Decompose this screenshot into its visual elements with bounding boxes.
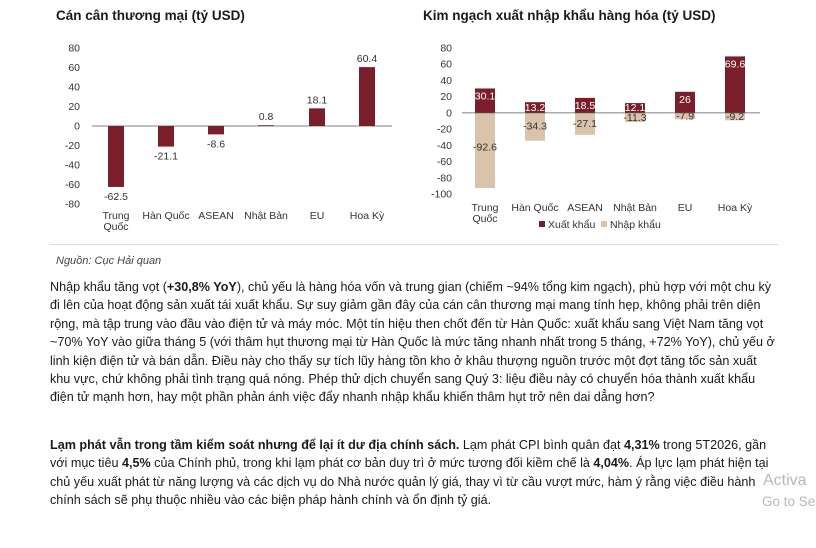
c2-data-label-export: 30.1 xyxy=(474,90,496,103)
c2-category-label: Quốc xyxy=(472,213,498,225)
c2-data-label-export: 12.1 xyxy=(624,101,646,114)
chart-title-trade-balance: Cán cân thương mại (tỷ USD) xyxy=(56,8,245,23)
c1-ytick-label: 80 xyxy=(68,42,80,55)
c2-ytick-label: 80 xyxy=(440,42,452,55)
p2-core-value: 4,04% xyxy=(593,456,630,471)
p2-text-b: Lạm phát CPI bình quân đạt xyxy=(459,438,624,452)
c2-legend-swatch-import xyxy=(601,221,607,227)
paragraph-inflation xyxy=(50,436,780,510)
c1-category-label: Hàn Quốc xyxy=(142,210,190,222)
c2-category-label: Hoa Kỳ xyxy=(717,202,753,214)
c1-bar xyxy=(258,125,274,126)
c1-bar xyxy=(359,67,375,126)
paragraph-imports xyxy=(50,278,780,407)
c1-category-label: Quốc xyxy=(103,221,129,233)
c1-ytick-label: -80 xyxy=(64,198,80,211)
c2-data-label-import: -27.1 xyxy=(573,117,597,130)
c1-bar xyxy=(208,126,224,134)
c2-ytick-label: -40 xyxy=(436,139,452,152)
c2-category-label: Nhật Bản xyxy=(613,202,657,214)
p2-heading: Lạm phát vẫn trong tầm kiểm soát nhưng để lại ít dư địa chính sách. xyxy=(50,438,460,452)
c1-ytick-label: 0 xyxy=(74,120,80,133)
c2-category-label: EU xyxy=(677,202,693,214)
p1-text-c: ), chủ yếu là hàng hóa vốn và trung gian (chiếm ~94% tổng kim ngạch), phù hợp với một chu kỳ đi lên của hoạt động sản xuất tái xuất khẩu. Sự suy giảm gần đây của cán cân thương mại mang tính hẹp, không phải trên diện rộng, mà tập trung vào đầu vào điện tử và máy móc. Một tín hiệu then chốt đến từ Hàn Quốc: xuất khẩu sang Việt Nam tăng vọt ~70% YoY vào giữa tháng 5 (với thâm hụt thương mại từ Hàn Quốc là mức tăng nhanh nhất trong 5 tháng, +72% YoY), chủ yếu ở linh kiện điện tử và bán dẫn. Điều này cho thấy sự tích lũy hàng tồn kho ở khâu thượng nguồn trước một đợt tăng tốc sản xuất khu vực, chứ không phải tình trạng quá nóng. Phép thử dịch chuyển sang Quý 3: liệu điều này có chuyển hóa thành xuất khẩu điện tử mạnh hơn, hay một phần phản ánh việc đẩy nhanh nhập khẩu khiến thâm hụt trở nên dai dẳng hơn? xyxy=(50,280,775,405)
c2-data-label-export: 69.6 xyxy=(724,58,746,71)
c2-ytick-label: -80 xyxy=(436,172,452,185)
p2-cpi-value: 4,31% xyxy=(623,438,660,452)
p2-text-h: . Áp lực lạm phát hiện tại chủ yếu xuất phát từ năng lượng và các dịch vụ do Nhà nước quản lý giá, thay vì từ cầu vượt mức, hàm ý rằng việc điều hành chính sách sẽ phụ thuộc nhiều vào các biện pháp hành chính và ổn định tỷ giá. xyxy=(50,456,769,508)
c2-ytick-label: 40 xyxy=(440,74,452,87)
c2-ytick-label: -20 xyxy=(436,123,452,136)
c2-data-label-export: 26 xyxy=(679,93,691,106)
c1-bar xyxy=(158,126,174,147)
c1-bar xyxy=(309,108,325,126)
c1-category-label: Hoa Kỳ xyxy=(349,210,385,222)
c1-ytick-label: 20 xyxy=(68,101,80,113)
c1-data-label: 18.1 xyxy=(306,94,328,107)
c2-ytick-label: -100 xyxy=(430,188,452,201)
c2-data-label-import: -7.9 xyxy=(675,110,695,123)
c1-ytick-label: -60 xyxy=(64,179,80,191)
p2-text-d: trong 5T2026, gần với mục tiêu xyxy=(50,438,767,471)
c1-category-label: EU xyxy=(309,210,325,222)
p1-highlight-yoy: +30,8% YoY xyxy=(166,280,237,294)
p2-text-f: của Chính phủ, trong khi lạm phát cơ bản duy trì ở mức tương đối kiềm chế là xyxy=(150,456,594,471)
activation-watermark-line2: Go to Se xyxy=(762,494,816,509)
c1-data-label: 0.8 xyxy=(258,111,274,124)
c2-category-label: Hàn Quốc xyxy=(511,202,559,214)
c2-data-label-import: -92.6 xyxy=(473,141,497,154)
chart-title-import-export: Kim ngạch xuất nhập khẩu hàng hóa (tỷ USD) xyxy=(423,8,716,23)
c1-data-label: -21.1 xyxy=(154,150,178,163)
c1-category-label: Trung xyxy=(102,210,130,222)
c2-category-label: ASEAN xyxy=(567,202,603,214)
c2-data-label-export: 13.2 xyxy=(524,101,546,114)
c2-legend-label-export: Xuất khẩu xyxy=(548,219,596,231)
c1-bar xyxy=(108,126,124,187)
c2-legend-swatch-export xyxy=(539,221,545,227)
c2-ytick-label: 60 xyxy=(440,58,452,71)
c2-ytick-label: 20 xyxy=(440,91,452,104)
c1-data-label: -62.5 xyxy=(104,190,128,203)
c1-ytick-label: -20 xyxy=(64,140,80,152)
c1-data-label: 60.4 xyxy=(356,53,378,66)
divider xyxy=(50,244,778,245)
c1-category-label: ASEAN xyxy=(198,210,234,222)
c2-data-label-export: 18.5 xyxy=(574,99,596,112)
c2-category-label: Trung xyxy=(471,202,499,214)
c1-data-label: -8.6 xyxy=(206,138,226,151)
c2-ytick-label: -60 xyxy=(436,156,452,169)
c1-ytick-label: 40 xyxy=(68,81,80,94)
c2-legend-label-import: Nhập khẩu xyxy=(610,219,661,231)
c2-data-label-import: -11.3 xyxy=(623,111,647,124)
p1-text-a: Nhập khẩu tăng vọt ( xyxy=(50,280,167,294)
c2-data-label-import: -9.2 xyxy=(725,111,745,124)
c2-ytick-label: 0 xyxy=(446,107,452,120)
p2-target-value: 4,5% xyxy=(121,456,151,471)
c1-ytick-label: -40 xyxy=(64,159,80,172)
c2-data-label-import: -34.3 xyxy=(523,120,547,133)
source-note: Nguồn: Cục Hải quan xyxy=(56,255,162,267)
c1-category-label: Nhật Bản xyxy=(244,210,288,222)
charts-canvas xyxy=(0,0,816,250)
activation-watermark-line1: Activa xyxy=(763,472,807,489)
c1-ytick-label: 60 xyxy=(68,62,80,74)
